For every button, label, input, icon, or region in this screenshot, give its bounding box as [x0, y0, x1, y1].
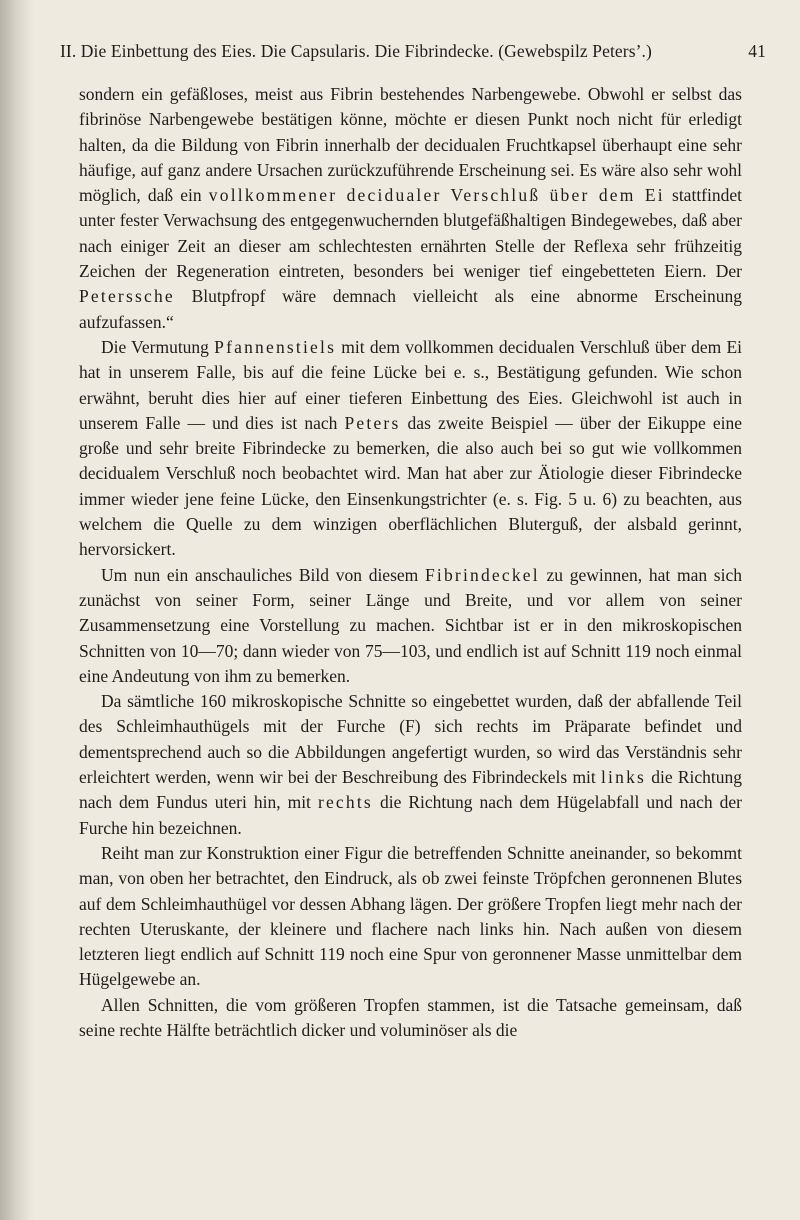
spaced-emphasis-text: links: [601, 767, 647, 788]
spaced-emphasis-text: Pfannenstiels: [214, 336, 337, 357]
paragraph: [79, 563, 742, 689]
paragraph: [79, 82, 742, 335]
text-run: Da sämtliche 160 mikroskopische Schnitte so eingebettet wurden, daß der abfallende Teil des Schleimhauthügels mit der Furche (F) sich rechts im Präparate befindet und dementsprechend auch so die Abbildungen angefertigt wurden, so wird das Verständnis sehr erleichtert werden, wenn wir bei der Beschreibung des Fibrindeckels mit: [79, 691, 742, 788]
text-run: die Richtung nach dem Hügelabfall und nach der Furche hin bezeichnen.: [79, 792, 742, 838]
text-run: Um nun ein anschauliches Bild von diesem: [101, 564, 425, 585]
text-run: Blutpfropf wäre demnach vielleicht als eine abnorme Erscheinung aufzufassen.“: [79, 286, 742, 332]
text-run: Reiht man zur Konstruktion einer Figur die betreffenden Schnitte aneinander, so bekommt man, von oben her betrachtet, den Eindruck, als ob zwei feinste Tröpfchen geronnenen Blutes auf dem Schleimhauthügel vor dessen Abhang lägen. Der größere Tropfen liegt mehr nach der rechten Uteruskante, der kleinere und flachere nach links hin. Nach außen von diesem letzteren liegt endlich auf Schnitt 119 noch eine Spur von geronnener Masse unmittelbar dem Hügelgewebe an.: [79, 842, 742, 990]
running-head: [60, 40, 766, 62]
body-text: [79, 82, 742, 1043]
spaced-emphasis-text: rechts: [317, 792, 373, 813]
book-spine-shadow: [0, 0, 34, 1220]
text-run: sondern ein gefäßloses, meist aus Fibrin bestehendes Narbengewebe. Obwohl er selbst das fibrinöse Narbengewebe bestätigen könne, möchte er diesen Punkt noch nicht für erledigt halten, da die Bildung von Fibrin innerhalb der decidualen Fruchtkapsel überhaupt eine sehr häufige, auf ganz andere Ursachen zurückzuführende Erscheinung sei. Es wäre also sehr wohl möglich, daß ein: [79, 84, 742, 206]
text-run: Die Vermutung: [101, 336, 215, 357]
spaced-emphasis-text: vollkommener decidualer Verschluß über dem Ei: [208, 185, 665, 206]
text-run: Allen Schnitten, die vom größeren Tropfen stammen, ist die Tatsache gemeinsam, daß seine rechte Hälfte beträchtlich dicker und voluminöser als die: [79, 994, 742, 1040]
page-number: 41: [748, 41, 766, 61]
text-run: stattfindet unter fester Verwachsung des entgegenwuchernden blutgefäßhaltigen Bindegewebes, daß aber nach einiger Zeit an dieser am schlechtesten ernährten Stelle der Reflexa sehr frühzeitig Zeichen der Regeneration eintreten, besonders bei weniger tief eingebetteten Eiern. Der: [79, 185, 742, 282]
text-run: die Richtung nach dem Fundus uteri hin, mit: [79, 767, 743, 813]
spaced-emphasis-text: Peters: [344, 412, 401, 433]
paragraph: [79, 993, 742, 1044]
paragraph: [79, 689, 742, 841]
spaced-emphasis-text: Peterssche: [79, 286, 175, 307]
text-run: mit dem vollkommen decidualen Verschluß über dem Ei hat in unserem Falle, bis auf die feine Lücke bei e. s., Bestätigung gefunden. Wie schon erwähnt, beruht dies hier auf einer tieferen Einbettung des Eies. Gleichwohl ist auch in unserem Falle — und dies ist nach: [79, 336, 742, 433]
paragraph: [79, 335, 742, 563]
running-head-title: II. Die Einbettung des Eies. Die Capsularis. Die Fibrindecke. (Gewebspilz Peters’.): [60, 41, 652, 61]
spaced-emphasis-text: Fibrindeckel: [424, 564, 540, 585]
paragraph: [79, 841, 742, 993]
book-page: [60, 40, 766, 1043]
text-run: zu gewinnen, hat man sich zunächst von seiner Form, seiner Länge und Breite, und vor allem von seiner Zusammensetzung eine Vorstellung zu machen. Sichtbar ist er in den mikroskopischen Schnitten von 10—70; dann wieder von 75—103, und endlich ist auf Schnitt 119 noch einmal eine Andeutung von ihm zu bemerken.: [79, 564, 742, 686]
text-run: das zweite Beispiel — über der Eikuppe eine große und sehr breite Fibrindecke zu bemerken, die also auch bei so gut wie vollkommen decidualem Verschluß noch beobachtet wird. Man hat aber zur Ätiologie dieser Fibrindecke immer wieder jene feine Lücke, den Einsenkungstrichter (e. s. Fig. 5 u. 6) zu beachten, aus welchem die Quelle zu dem winzigen oberflächlichen Bluterguß, der alsbald gerinnt, hervorsickert.: [79, 412, 742, 560]
